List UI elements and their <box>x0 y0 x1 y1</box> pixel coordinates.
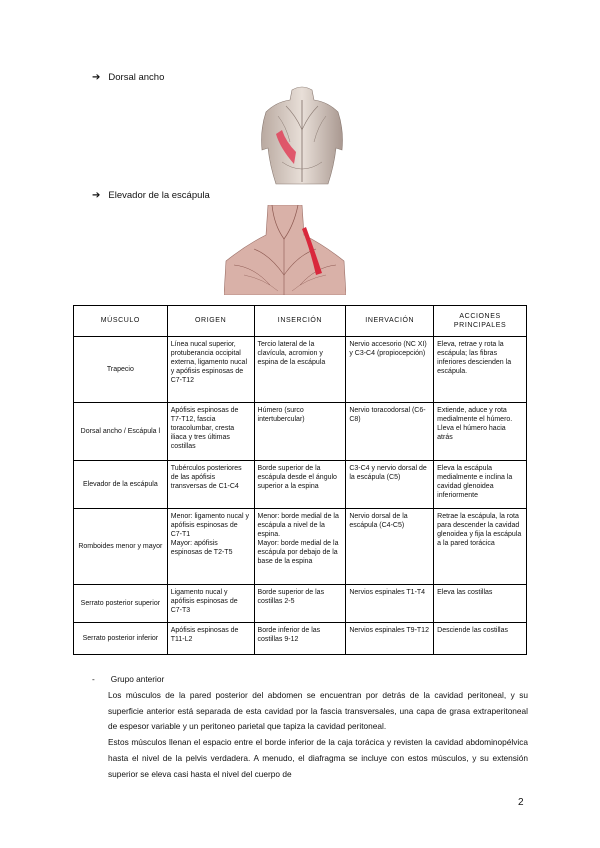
table-row <box>74 623 527 655</box>
paragraph-2: Estos músculos llenan el espacio entre el borde inferior de la caja torácica y revisten la cavidad abdominopélvica hasta el nivel de la pelvis verdadera. A menudo, el diafragma se incluye con estos músculos, y su extensión superior se eleva casi hasta el nivel del cuerpo de <box>108 737 528 779</box>
bullet-elevador-escapula <box>92 190 210 201</box>
cell-acciones: Eleva, retrae y rota la escápula; las fibras inferiores descienden la escápula. <box>434 337 527 403</box>
header-inervacion: INERVACIÓN <box>346 306 434 337</box>
cell-insercion: Tercio lateral de la clavícula, acromion y espina de la escápula <box>254 337 346 403</box>
page-number: 2 <box>518 797 524 808</box>
table-row <box>74 403 527 461</box>
cell-origen: Menor: ligamento nucal y apófisis espinosas de C7-T1 Mayor: apófisis espinosas de T2-T5 <box>167 509 254 585</box>
back-muscle-illustration <box>256 86 348 186</box>
muscle-table <box>73 305 527 655</box>
cell-origen: Apófisis espinosas de T11-L2 <box>167 623 254 655</box>
cell-inervacion: Nervio accesorio (NC XI) y C3-C4 (propiocepción) <box>346 337 434 403</box>
cell-musculo: Serrato posterior inferior <box>74 623 168 655</box>
header-insercion: INSERCIÓN <box>254 306 346 337</box>
cell-inervacion: Nervios espinales T9-T12 <box>346 623 434 655</box>
right-arrow-icon: ➔ <box>92 72 101 83</box>
cell-musculo: Trapecio <box>74 337 168 403</box>
cell-insercion: Borde inferior de las costillas 9-12 <box>254 623 346 655</box>
cell-musculo: Romboides menor y mayor <box>74 509 168 585</box>
right-arrow-icon: ➔ <box>92 190 101 201</box>
cell-insercion: Borde superior de las costillas 2-5 <box>254 585 346 623</box>
cell-origen: Apófisis espinosas de T7-T12, fascia toracolumbar, cresta iliaca y tres últimas costillas <box>167 403 254 461</box>
cell-musculo: Serrato posterior superior <box>74 585 168 623</box>
cell-insercion: Menor: borde medial de la escápula a nivel de la espina. Mayor: borde medial de la escápula por debajo de la base de la espina <box>254 509 346 585</box>
header-origen: ORIGEN <box>167 306 254 337</box>
cell-acciones: Eleva las costillas <box>434 585 527 623</box>
cell-insercion: Borde superior de la escápula desde el ángulo superior a la espina <box>254 461 346 509</box>
section-title: Grupo anterior <box>110 674 165 684</box>
table-header-row <box>74 306 527 337</box>
cell-inervacion: Nervio dorsal de la escápula (C4-C5) <box>346 509 434 585</box>
cell-acciones: Retrae la escápula, la rota para descender la cavidad glenoidea y fija la escápula a la pared torácica <box>434 509 527 585</box>
cell-inervacion: Nervios espinales T1-T4 <box>346 585 434 623</box>
cell-inervacion: Nervio toracodorsal (C6-C8) <box>346 403 434 461</box>
cell-acciones: Eleva la escápula medialmente e inclina la cavidad glenoidea inferiormente <box>434 461 527 509</box>
cell-origen: Línea nucal superior, protuberancia occipital externa, ligamento nucal y apófisis espinosas de C7-T12 <box>167 337 254 403</box>
section-heading <box>92 672 528 688</box>
dash-marker: - <box>92 674 95 684</box>
cell-inervacion: C3-C4 y nervio dorsal de la escápula (C5) <box>346 461 434 509</box>
cell-musculo: Dorsal ancho / Escápula l <box>74 403 168 461</box>
cell-musculo: Elevador de la escápula <box>74 461 168 509</box>
cell-origen: Ligamento nucal y apófisis espinosas de C7-T3 <box>167 585 254 623</box>
grupo-anterior-section <box>92 672 528 782</box>
neck-muscle-illustration <box>224 205 346 295</box>
bullet-dorsal-ancho <box>92 72 164 83</box>
table-row <box>74 337 527 403</box>
bullet-elevador-label: Elevador de la escápula <box>108 190 210 201</box>
table-row <box>74 509 527 585</box>
cell-origen: Tubérculos posteriores de las apófisis transversas de C1-C4 <box>167 461 254 509</box>
cell-acciones: Extiende, aduce y rota medialmente el húmero. Lleva el húmero hacia atrás <box>434 403 527 461</box>
header-acciones: ACCIONES PRINCIPALES <box>434 306 527 337</box>
table-row <box>74 585 527 623</box>
bullet-dorsal-label: Dorsal ancho <box>108 72 165 83</box>
table-row <box>74 461 527 509</box>
paragraph-1: Los músculos de la pared posterior del abdomen se encuentran por detrás de la cavidad peritoneal, y su superficie anterior está separada de esta cavidad por la fascia transversales, una capa de grasa extraperitoneal de espesor variable y un peritoneo parietal que tapiza la cavidad peritoneal. <box>108 689 528 732</box>
cell-insercion: Húmero (surco intertubercular) <box>254 403 346 461</box>
cell-acciones: Desciende las costillas <box>434 623 527 655</box>
header-musculo: MÚSCULO <box>74 306 168 337</box>
